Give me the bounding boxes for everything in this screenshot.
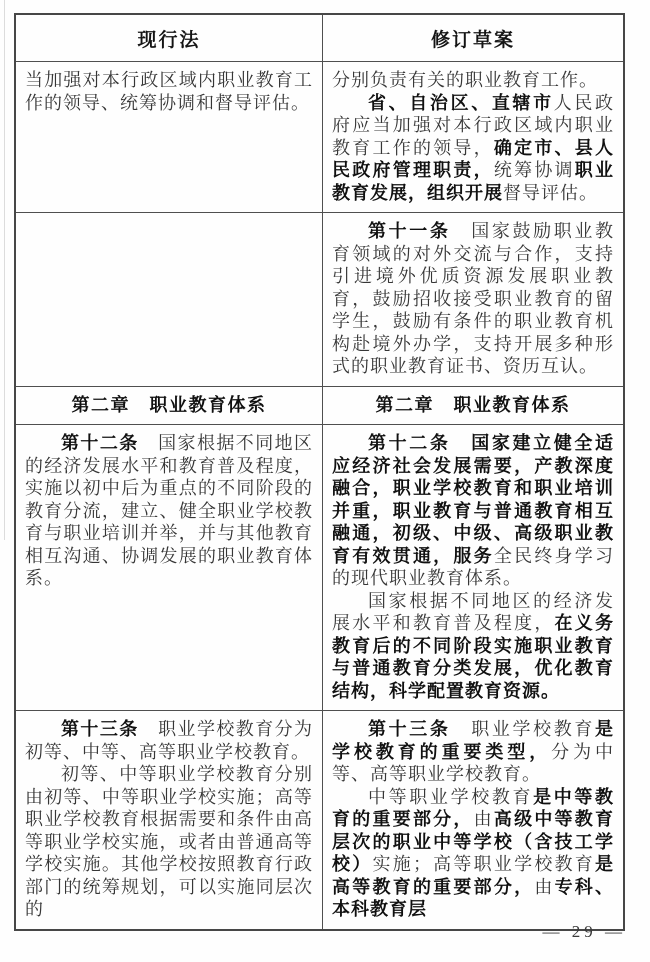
chapter-row	[15, 386, 624, 425]
bold-text-run: 职业教育发展，组织开展	[332, 160, 615, 203]
table-row	[15, 425, 624, 711]
cell-revised-draft	[323, 425, 624, 711]
column-header-revised-draft: 修订草案	[323, 14, 624, 62]
bold-text-run: 国家建立健全适应经济社会发展需要，产教深度融合，职业学校教育和职业培训并重，职业教育与普通教育相互融通，初级、中级、高级职业教育有效贯通，服务	[332, 433, 615, 566]
text-run: 国家根据不同地区的经济发展水平和教育普及程度，	[332, 590, 614, 633]
cell-revised-draft	[323, 213, 624, 387]
text-run: 由	[473, 809, 494, 829]
text-run: 督导评估。	[503, 182, 599, 203]
bold-text-run: 是学校教育的重要类型，	[332, 719, 615, 762]
bold-text-run: 第十二条	[368, 433, 451, 453]
cell-current-law	[15, 425, 323, 711]
header-row	[15, 14, 624, 62]
text-run: 分别负责有关的职业教育工作。	[332, 70, 599, 90]
column-header-current-law: 现行法	[15, 14, 323, 62]
paragraph	[25, 69, 313, 114]
paragraph	[332, 92, 614, 205]
text-run: 国家根据不同地区的经济发展水平和教育普及程度，实施以初中后为重点的不同阶段的教育分流，建立、健全职业学校教育与职业培训并举，并与其他教育相互沟通、协调发展的职业教育体系。	[25, 433, 314, 588]
paragraph	[25, 432, 313, 590]
bold-text-run: 是中等教育的重要部分，	[332, 786, 615, 829]
bold-text-run: 专科、本科教育层	[332, 876, 615, 919]
cell-current-law	[15, 213, 323, 387]
text-run: 国家鼓励职业教育领域的对外交流与合作，支持引进境外优质资源发展职业教育，鼓励招收接受职业教育的留学生，鼓励有条件的职业教育机构赴境外办学，支持开展多种形式的职业教育证书、资历互认。	[332, 221, 615, 376]
text-run: 由	[534, 876, 555, 897]
table-row	[15, 62, 624, 213]
text-run: 职业学校教育	[450, 719, 596, 739]
cell-current-law	[15, 711, 323, 930]
text-run: 中等职业学校教育	[368, 786, 534, 807]
bold-text-run: 第二章 职业教育体系	[375, 394, 571, 415]
bold-text-run: 第十二条	[61, 433, 139, 453]
text-run: 实施；高等职业学校教育	[372, 854, 596, 874]
table-row	[15, 711, 624, 930]
text-run: 统筹协调	[493, 160, 575, 180]
paragraph	[25, 763, 313, 921]
table-header	[15, 14, 624, 62]
paragraph	[332, 786, 614, 921]
paragraph	[332, 432, 614, 590]
scan-page-edge	[4, 0, 5, 540]
bold-text-run: 第十三条	[368, 719, 451, 739]
text-run: 职业学校教育分为初等、中等、高等职业学校教育。	[25, 719, 314, 762]
bold-text-run: 高级中等教育层次的职业中等学校（含技工学校）	[332, 809, 615, 874]
bold-text-run: 第十一条	[368, 221, 451, 241]
cell-revised-draft	[323, 711, 624, 930]
cell-current-law	[15, 386, 323, 425]
paragraph	[332, 394, 614, 417]
paragraph	[25, 394, 313, 417]
text-run: 分为中等、高等职业学校教育。	[332, 741, 614, 784]
text-run	[451, 433, 472, 453]
paragraph	[332, 718, 614, 786]
text-run: 初等、中等职业学校教育分别由初等、中等职业学校实施；高等职业学校教育根据需要和条件由高等职业学校实施，或者由普通高等学校实施。其他学校按照教育行政部门的统筹规划，可以实施同层次的	[25, 764, 314, 919]
paragraph	[332, 590, 614, 703]
bold-text-run: 是高等教育的重要部分，	[332, 854, 615, 897]
page-number: — 29 —	[542, 922, 626, 941]
bold-text-run: 第十三条	[61, 719, 139, 739]
paragraph	[332, 220, 614, 378]
table-row	[15, 213, 624, 387]
bold-text-run: 确定市、县人民政府管理职责，	[332, 137, 615, 180]
text-run: 人民政府应当加强对本行政区域内职业教育工作的领导，	[332, 92, 615, 158]
law-comparison-table	[14, 13, 625, 931]
table-body	[15, 62, 624, 930]
text-run: 当加强对本行政区域内职业教育工作的领导、统筹协调和督导评估。	[25, 70, 314, 113]
text-run: 全民终身学习的现代职业教育体系。	[332, 545, 615, 588]
cell-revised-draft	[323, 386, 624, 425]
bold-text-run: 第二章 职业教育体系	[71, 394, 267, 415]
cell-revised-draft	[323, 62, 624, 213]
cell-current-law	[15, 62, 323, 213]
paragraph	[25, 718, 313, 763]
bold-text-run: 在义务教育后的不同阶段实施职业教育与普通教育分类发展，优化教育结构，科学配置教育资源。	[332, 613, 615, 701]
bold-text-run: 省、自治区、直辖市	[368, 92, 554, 113]
paragraph	[332, 69, 614, 92]
